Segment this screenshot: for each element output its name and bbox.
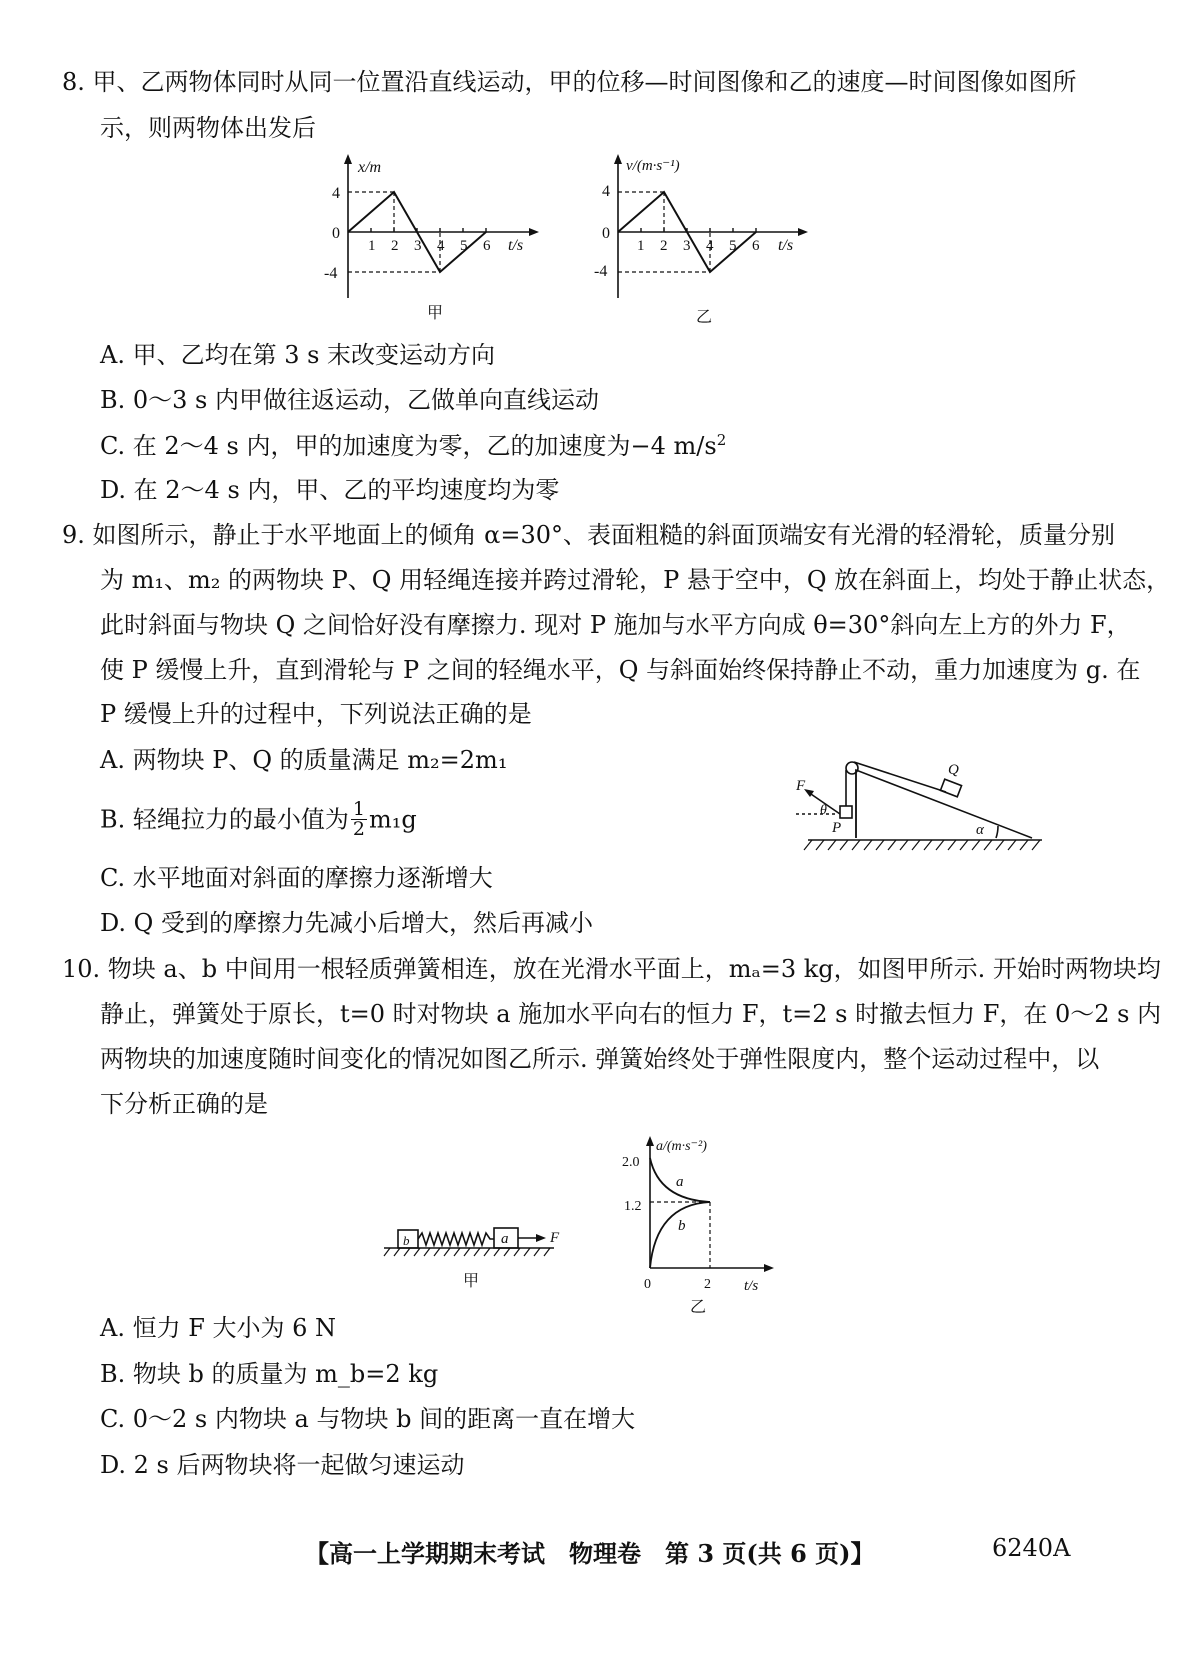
graph-caption: 甲 [427, 305, 444, 322]
q10-stem-line4: 下分析正确的是 [100, 1090, 268, 1118]
y-tick-0: 0 [602, 225, 610, 242]
graph-caption: 乙 [690, 1299, 707, 1316]
x-tick-3: 3 [683, 238, 691, 254]
graph-caption: 乙 [696, 309, 713, 326]
label-theta: θ [820, 803, 827, 818]
x-tick-2: 2 [704, 1277, 711, 1292]
y-tick-4: 4 [332, 185, 340, 202]
x-tick-0: 0 [644, 1277, 651, 1292]
curve-b [650, 1202, 710, 1268]
y-axis-arrow-icon [614, 154, 622, 164]
y-tick-neg4: -4 [324, 265, 338, 282]
x-tick-2: 2 [660, 238, 668, 254]
q9-option-a: A. 两物块 P、Q 的质量满足 m₂=2m₁ [100, 746, 508, 774]
x-tick-5: 5 [729, 238, 737, 254]
label-q: Q [948, 762, 959, 778]
y-axis-arrow-icon [646, 1136, 654, 1146]
q8-stem-line1: 8. 甲、乙两物体同时从同一位置沿直线运动，甲的位移—时间图像和乙的速度—时间图像如图所 [62, 68, 1077, 96]
y-tick-neg4: -4 [594, 263, 608, 280]
x-tick-6: 6 [752, 238, 760, 254]
q10-stem-line2: 静止，弹簧处于原长，t=0 时对物块 a 施加水平向右的恒力 F，t=2 s 时撤去恒力 F，在 0～2 s 内 [100, 1000, 1162, 1028]
pulley [846, 762, 858, 774]
y-tick-4: 4 [602, 183, 610, 200]
block-p [840, 806, 852, 818]
page-footer: 【高一上学期期末考试 物理卷 第 3 页(共 6 页)】 [305, 1539, 875, 1568]
y-tick-0: 0 [332, 225, 340, 242]
q8-stem-line2: 示，则两物体出发后 [100, 114, 316, 142]
x-tick-4: 4 [706, 238, 714, 254]
figure-caption: 甲 [463, 1273, 480, 1290]
q9-option-b: B. 轻绳拉力的最小值为 $\frac{1}{2}$ m₁g [100, 798, 417, 840]
x-tick-2: 2 [391, 238, 399, 254]
curve-b-label: b [678, 1218, 686, 1234]
q8-graph-jia [320, 150, 550, 330]
q10-option-c: C. 0～2 s 内物块 a 与物块 b 间的距离一直在增大 [100, 1405, 636, 1433]
q9-stem-line3: 此时斜面与物块 Q 之间恰好没有摩擦力. 现对 P 施加与水平方向成 θ=30°斜向左上方的外力 F， [100, 611, 1131, 639]
x-axis-label: t/s [778, 237, 794, 254]
y-tick-2-0: 2.0 [622, 1155, 640, 1170]
q10-spring-figure [380, 1218, 570, 1298]
fraction: $\frac{1}{2}$ [352, 798, 365, 840]
q8-option-d: D. 在 2～4 s 内，甲、乙的平均速度均为零 [100, 476, 560, 504]
q8-option-b: B. 0～3 s 内甲做往返运动，乙做单向直线运动 [100, 386, 600, 414]
y-axis-label: x/m [358, 159, 382, 176]
x-axis-arrow-icon [798, 228, 808, 236]
q8-graph-yi [592, 150, 832, 330]
x-tick-1: 1 [368, 238, 376, 254]
q10-option-b: B. 物块 b 的质量为 m_b=2 kg [100, 1360, 439, 1388]
label-a: a [501, 1231, 509, 1247]
x-axis-label: t/s [508, 237, 524, 254]
spring [418, 1233, 494, 1245]
x-axis-arrow-icon [529, 228, 539, 236]
label-f: F [550, 1230, 560, 1246]
y-axis-label: a/(m·s⁻²) [656, 1139, 707, 1154]
q10-stem-line3: 两物块的加速度随时间变化的情况如图乙所示. 弹簧始终处于弹性限度内，整个运动过程中，以 [100, 1045, 1100, 1073]
q9-option-c: C. 水平地面对斜面的摩擦力逐渐增大 [100, 864, 493, 892]
q9-option-d: D. Q 受到的摩擦力先减小后增大，然后再减小 [100, 909, 593, 937]
q9-stem-line1: 9. 如图所示，静止于水平地面上的倾角 α=30°、表面粗糙的斜面顶端安有光滑的轻滑轮，质量分别 [62, 521, 1116, 549]
x-axis-arrow-icon [764, 1264, 774, 1272]
block-q [940, 779, 961, 797]
curve-a-label: a [676, 1174, 684, 1190]
force-arrow-icon [536, 1234, 546, 1242]
x-tick-3: 3 [414, 238, 422, 254]
q9-stem-line4: 使 P 缓慢上升，直到滑轮与 P 之间的轻绳水平，Q 与斜面始终保持静止不动，重力加速度为 g. 在 [100, 656, 1141, 684]
q9-stem-line2: 为 m₁、m₂ 的两物块 P、Q 用轻绳连接并跨过滑轮，P 悬于空中，Q 放在斜面上，均处于静止状态， [100, 566, 1171, 594]
q8-option-c: C. 在 2～4 s 内，甲的加速度为零，乙的加速度为−4 $m/s^2$ [100, 431, 727, 460]
y-axis-label: v/(m·s⁻¹) [626, 158, 680, 174]
x-tick-6: 6 [483, 238, 491, 254]
x-tick-1: 1 [637, 238, 645, 254]
q10-option-a: A. 恒力 F 大小为 6 N [100, 1314, 337, 1342]
x-tick-4: 4 [437, 238, 445, 254]
q9-incline-figure [796, 730, 1056, 862]
q10-stem-line1: 10. 物块 a、b 中间用一根轻质弹簧相连，放在光滑水平面上，mₐ=3 kg，如图甲所示. 开始时两物块均 [62, 955, 1161, 983]
y-tick-1-2: 1.2 [624, 1199, 642, 1214]
label-b: b [403, 1233, 410, 1248]
q9-stem-line5: P 缓慢上升的过程中，下列说法正确的是 [100, 700, 532, 728]
q10-option-d: D. 2 s 后两物块将一起做匀速运动 [100, 1451, 465, 1479]
x-axis-label: t/s [744, 1278, 759, 1294]
x-tick-5: 5 [460, 238, 468, 254]
y-axis-arrow-icon [344, 154, 352, 164]
label-f: F [796, 778, 806, 794]
exam-code: 6240A [992, 1534, 1071, 1562]
q8-option-a: A. 甲、乙均在第 3 s 末改变运动方向 [100, 341, 496, 369]
q10-acceleration-graph [620, 1130, 800, 1318]
label-alpha: α [976, 822, 984, 838]
label-p: P [832, 820, 842, 836]
